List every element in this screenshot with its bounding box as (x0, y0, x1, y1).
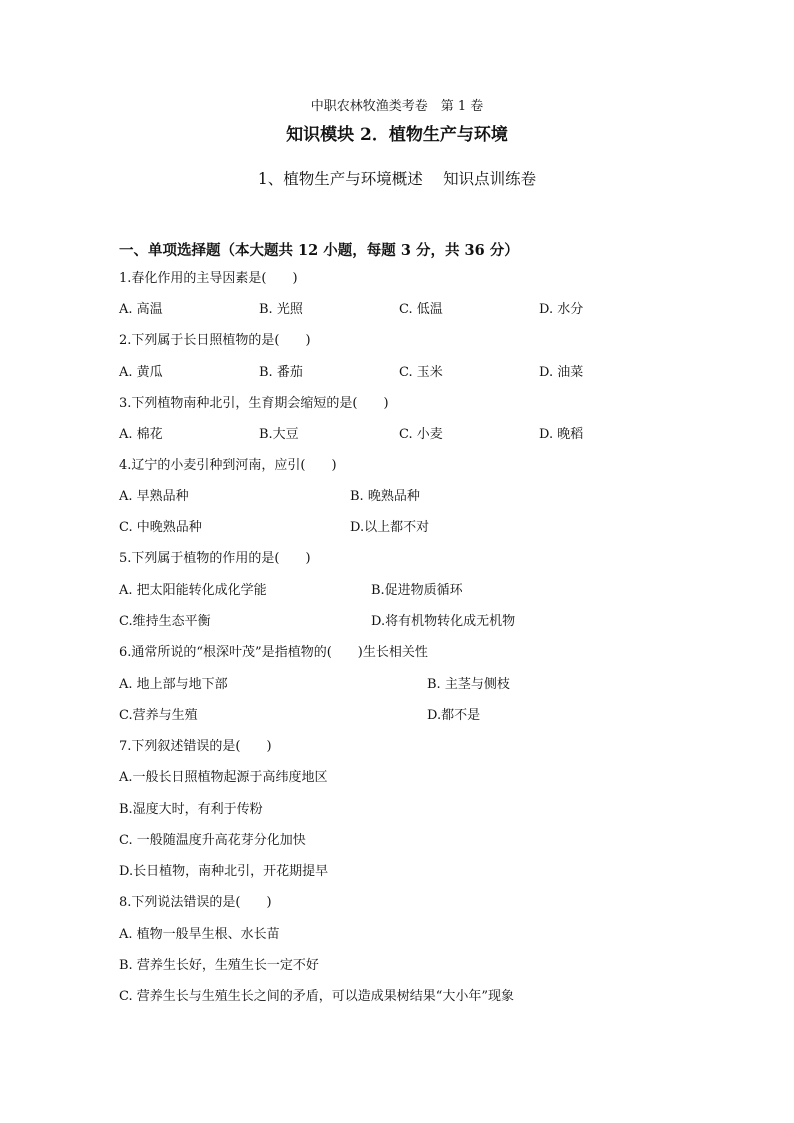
question-2-stem: 2.下列属于长日照植物的是( ) (119, 333, 311, 348)
question-1-option-d: D. 水分 (539, 302, 584, 317)
question-4-option-a: A. 早熟品种 (119, 489, 189, 504)
question-8-option-a: A. 植物一般旱生根、水长苗 (119, 927, 280, 942)
question-6-stem: 6.通常所说的“根深叶茂”是指植物的( )生长相关性 (119, 645, 428, 660)
question-5-option-d: D.将有机物转化成无机物 (371, 614, 516, 629)
question-3-option-d: D. 晚稻 (539, 427, 584, 442)
question-8-option-b: B. 营养生长好，生殖生长一定不好 (119, 958, 319, 973)
question-7-stem: 7.下列叙述错误的是( ) (119, 739, 272, 754)
question-6-option-c: C.营养与生殖 (119, 708, 198, 723)
question-4-option-b: B. 晚熟品种 (350, 489, 420, 504)
question-1-option-a: A. 高温 (119, 302, 163, 317)
question-4-option-d: D.以上都不对 (350, 520, 430, 535)
question-6-option-b: B. 主茎与侧枝 (427, 677, 510, 692)
question-5-option-b: B.促进物质循环 (371, 583, 463, 598)
question-3-stem: 3.下列植物南种北引，生育期会缩短的是( ) (119, 396, 389, 411)
exam-header: 中职农林牧渔类考卷 第 1 卷 (310, 99, 484, 114)
question-8-stem: 8.下列说法错误的是( ) (119, 895, 272, 910)
page-title: 知识模块 2．植物生产与环境 (286, 125, 508, 145)
question-3-option-c: C. 小麦 (399, 427, 443, 442)
question-7-option-b: B.湿度大时，有利于传粉 (119, 802, 263, 817)
question-7-option-c: C. 一般随温度升高花芽分化加快 (119, 833, 306, 848)
page-subtitle: 1、植物生产与环境概述 知识点训练卷 (257, 170, 537, 188)
question-2-option-b: B. 番茄 (259, 365, 303, 380)
question-2-option-a: A. 黄瓜 (119, 365, 163, 380)
question-1-stem: 1.春化作用的主导因素是( ) (119, 271, 298, 286)
question-7-option-d: D.长日植物，南种北引，开花期提早 (119, 864, 329, 879)
question-3-option-a: A. 棉花 (119, 427, 163, 442)
question-5-option-a: A. 把太阳能转化成化学能 (119, 583, 267, 598)
question-5-option-c: C.维持生态平衡 (119, 614, 211, 629)
question-4-option-c: C. 中晚熟品种 (119, 520, 202, 535)
question-2-option-c: C. 玉米 (399, 365, 443, 380)
question-1-option-c: C. 低温 (399, 302, 443, 317)
question-7-option-a: A.一般长日照植物起源于高纬度地区 (119, 770, 328, 785)
question-6-option-a: A. 地上部与地下部 (119, 677, 228, 692)
question-3-option-b: B.大豆 (259, 427, 299, 442)
section-heading: 一、单项选择题（本大题共 12 小题，每题 3 分，共 36 分） (119, 242, 519, 259)
question-5-stem: 5.下列属于植物的作用的是( ) (119, 551, 311, 566)
question-6-option-d: D.都不是 (427, 708, 481, 723)
question-4-stem: 4.辽宁的小麦引种到河南，应引( ) (119, 458, 337, 473)
question-2-option-d: D. 油菜 (539, 365, 584, 380)
question-1-option-b: B. 光照 (259, 302, 303, 317)
question-8-option-c: C. 营养生长与生殖生长之间的矛盾，可以造成果树结果“大小年”现象 (119, 989, 515, 1004)
